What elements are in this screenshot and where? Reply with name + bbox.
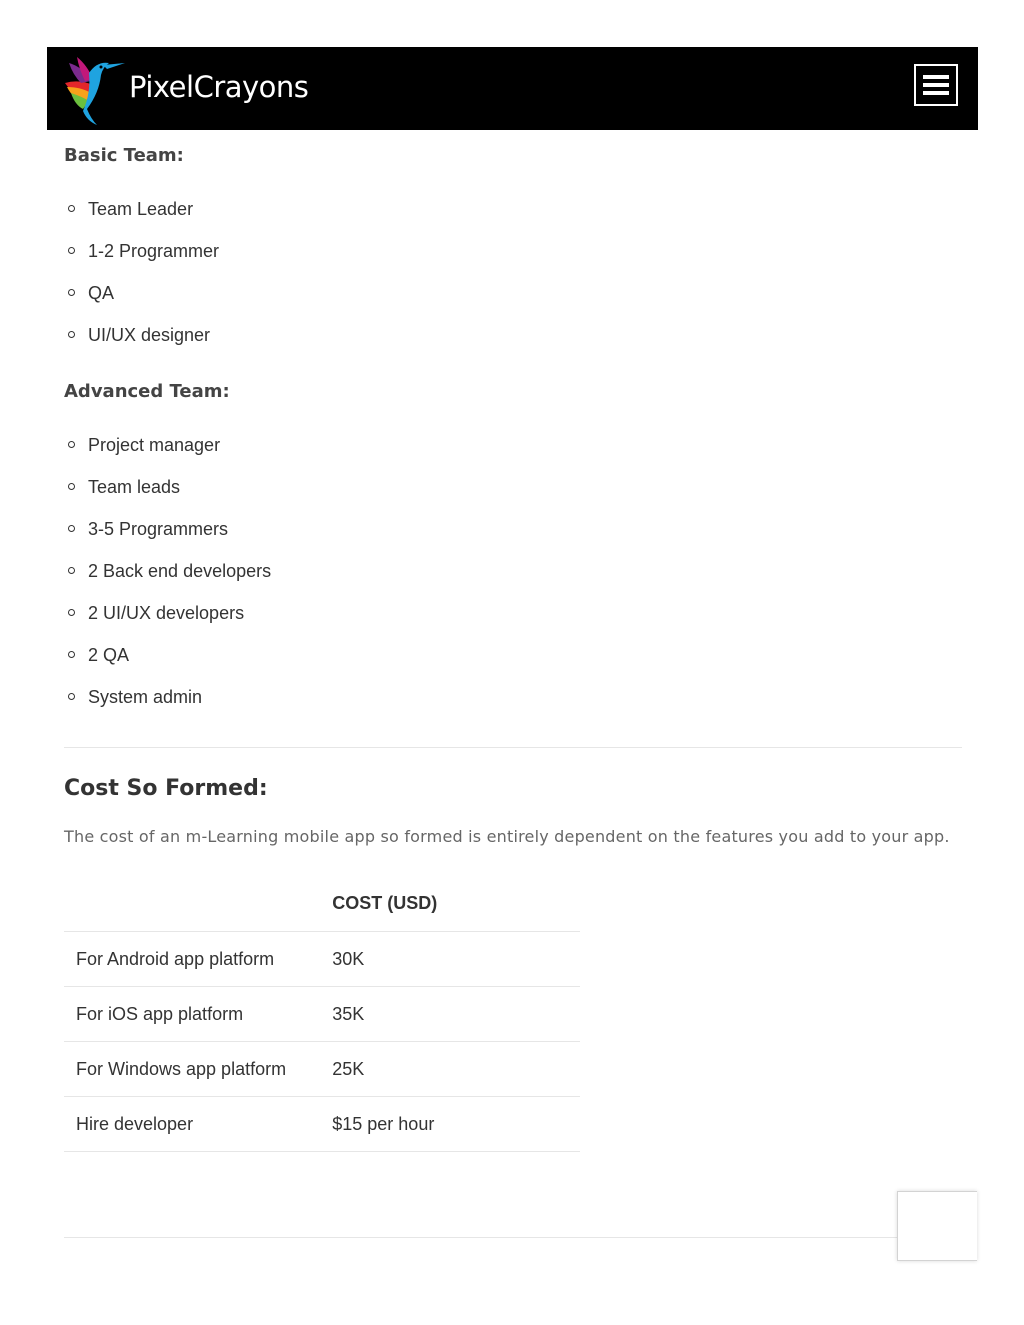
bullet-icon xyxy=(68,205,75,212)
list-item xyxy=(64,314,219,356)
table-cell: $15 per hour xyxy=(320,1097,580,1152)
bullet-icon xyxy=(68,441,75,448)
list-item-label: 2 Back end developers xyxy=(88,561,272,581)
bullet-icon xyxy=(68,525,75,532)
table-row xyxy=(64,987,580,1042)
list-item-label: System admin xyxy=(88,687,203,707)
list-item-label: QA xyxy=(88,283,115,303)
list-item xyxy=(64,424,271,466)
list-item xyxy=(64,634,271,676)
list-item-label: 1-2 Programmer xyxy=(88,241,220,261)
menu-button[interactable] xyxy=(914,64,958,106)
list-item xyxy=(64,188,219,230)
list-item-label: 2 UI/UX developers xyxy=(88,603,245,623)
basic-team-heading: Basic Team: xyxy=(64,145,184,166)
list-item xyxy=(64,550,271,592)
list-item-label: Team leads xyxy=(88,477,181,497)
table-cell: Hire developer xyxy=(64,1097,320,1152)
table-cell: For Android app platform xyxy=(64,932,320,987)
list-item xyxy=(64,592,271,634)
table-cell: 35K xyxy=(320,987,580,1042)
brand-name: PixelCrayons xyxy=(129,69,309,104)
bullet-icon xyxy=(68,567,75,574)
list-item-label: 2 QA xyxy=(88,645,130,665)
table-row xyxy=(64,1097,580,1152)
recaptcha-badge[interactable] xyxy=(897,1191,977,1261)
bullet-icon xyxy=(68,331,75,338)
footer-divider xyxy=(64,1237,962,1238)
bullet-icon xyxy=(68,483,75,490)
bullet-icon xyxy=(68,651,75,658)
site-header xyxy=(47,47,978,130)
list-item xyxy=(64,676,271,718)
table-header-cell: COST (USD) xyxy=(320,875,580,932)
table-cell: 25K xyxy=(320,1042,580,1097)
bullet-icon xyxy=(68,609,75,616)
list-item xyxy=(64,508,271,550)
table-cell: 30K xyxy=(320,932,580,987)
table-header-row xyxy=(64,875,580,932)
bullet-icon xyxy=(68,289,75,296)
list-item-label: Team Leader xyxy=(88,199,194,219)
section-divider xyxy=(64,747,962,748)
advanced-team-list xyxy=(64,424,271,718)
bullet-icon xyxy=(68,693,75,700)
list-item-label: Project manager xyxy=(88,435,221,455)
cost-table xyxy=(64,875,580,1152)
table-cell: For iOS app platform xyxy=(64,987,320,1042)
bullet-icon xyxy=(68,247,75,254)
advanced-team-heading: Advanced Team: xyxy=(64,381,230,402)
cost-heading: Cost So Formed: xyxy=(64,776,268,801)
table-header-cell xyxy=(64,875,320,932)
list-item-label: 3-5 Programmers xyxy=(88,519,229,539)
table-row xyxy=(64,932,580,987)
list-item xyxy=(64,272,219,314)
brand-logo[interactable] xyxy=(63,53,308,125)
hamburger-menu-icon xyxy=(923,74,949,96)
table-row xyxy=(64,1042,580,1097)
cost-description: The cost of an m-Learning mobile app so formed is entirely dependent on the features you add to your app. xyxy=(64,827,950,846)
basic-team-list xyxy=(64,188,219,356)
list-item-label: UI/UX designer xyxy=(88,325,211,345)
list-item xyxy=(64,466,271,508)
list-item xyxy=(64,230,219,272)
table-cell: For Windows app platform xyxy=(64,1042,320,1097)
hummingbird-logo-icon xyxy=(63,53,125,125)
